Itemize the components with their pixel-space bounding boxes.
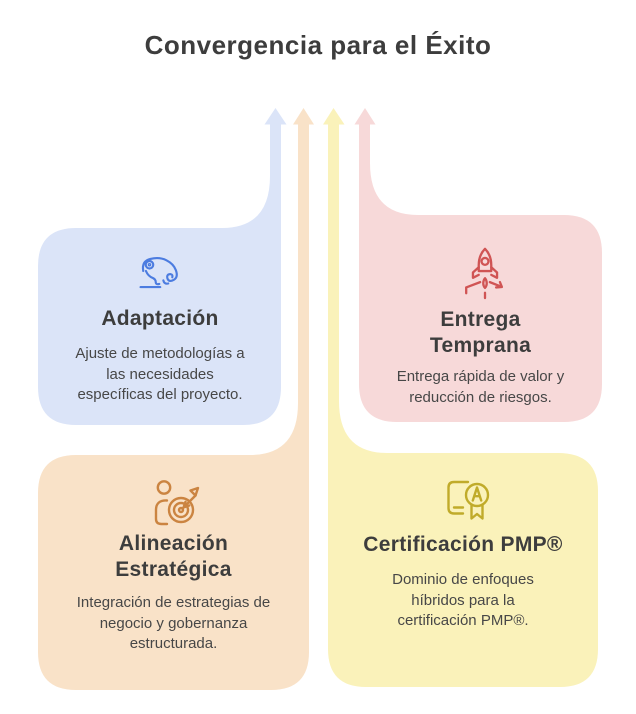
card-description: Ajuste de metodologías a las necesidades específicas del proyecto. (75, 345, 245, 403)
card-description: Integración de estrategias de negocio y gobernanza estructurada. (76, 594, 271, 652)
person-target-icon (146, 478, 206, 528)
card-title: Certificación PMP® (363, 533, 563, 556)
certificate-badge-icon (437, 476, 497, 526)
card-title: Entrega Temprana (429, 308, 532, 357)
card-description: Dominio de enfoques híbridos para la certificación PMP®. (392, 571, 534, 629)
card-title: Adaptación (101, 307, 219, 330)
card-description: Entrega rápida de valor y reducción de riesgos. (396, 368, 565, 406)
card-title: Alineación Estratégica (115, 532, 232, 581)
chameleon-icon (137, 250, 187, 292)
rocket-launch-icon (458, 243, 512, 301)
page-title: Convergencia para el Éxito (144, 30, 492, 60)
